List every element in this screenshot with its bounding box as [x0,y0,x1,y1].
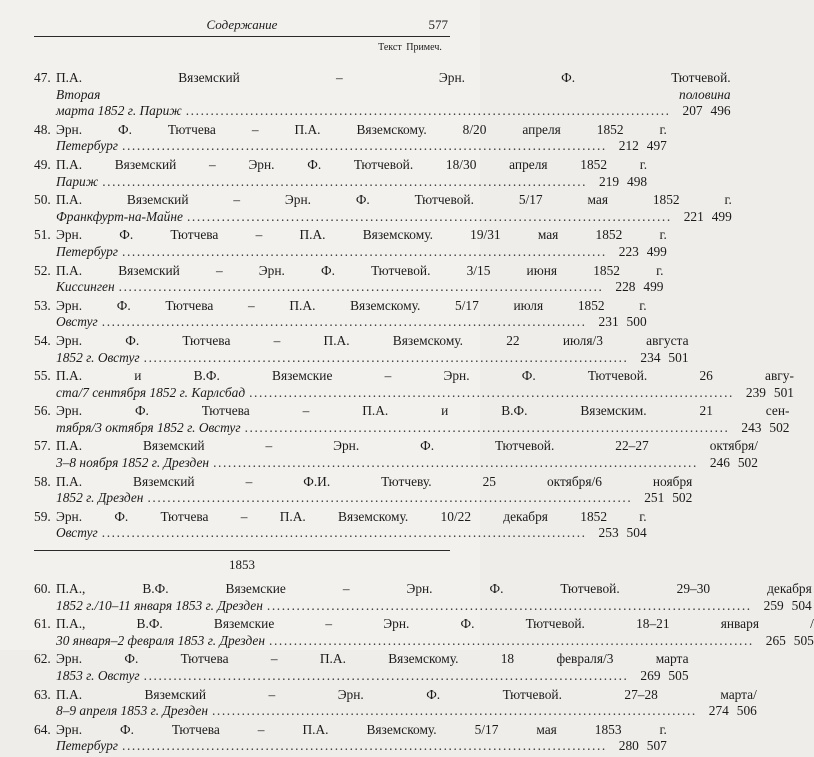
entry-text: Петербург [56,738,118,754]
column-header-text: Текст [378,42,402,53]
entry-body [56,298,647,331]
entry-pages [591,525,647,542]
entry-text: Киссинген [56,279,115,295]
entry-body [56,474,692,507]
entry-pages [633,350,689,367]
page-title: Содержание [206,17,278,32]
entry-text: П.А. Вяземский – Эрн. Ф. Тютчевой. 5/17 мая 1852 г. [56,192,732,208]
entry-line [56,722,667,739]
entry-line [56,598,812,615]
entry-pages [608,279,664,296]
text-page-number: 223 [618,243,639,259]
entry-number: 61. [34,616,51,632]
entry-text: 1852 г./10–11 января 1853 г. Дрезден [56,597,263,613]
entry-body [56,368,794,401]
toc-entry [34,227,667,260]
toc-entry [34,368,794,401]
entry-pages [611,738,667,755]
note-page-number: 496 [710,103,731,119]
entry-text: П.А. Вяземский – Эрн. Ф. Тютчевой. [56,70,731,85]
entry-line [56,490,692,507]
page-number: 577 [428,17,448,32]
note-page-number: 501 [668,349,689,365]
entry-number: 59. [34,508,51,524]
entry-pages [675,103,731,120]
text-page-number: 234 [640,349,661,365]
entry-line [56,420,789,437]
entry-line [56,263,664,280]
entry-number: 50. [34,192,51,208]
entry-text: Эрн. Ф. Тютчева – П.А. Вяземскому. 5/17 мая 1853 г. [56,721,667,737]
leader-dots: .................................................................................................. [122,738,607,754]
toc-entry [34,192,732,225]
entry-line [56,103,731,120]
entry-pages [756,598,812,615]
entry-line [56,350,689,367]
entry-line [56,455,758,472]
leader-dots: .................................................................................................. [185,103,671,119]
entry-text: 1853 г. Овстуг [56,668,140,683]
toc-group-1853 [34,581,814,755]
entry-line [56,703,757,720]
entry-pages [676,209,732,226]
entry-text: Овстуг [56,314,98,330]
entry-text: ста/7 сентября 1852 г. Карлсбад [56,384,246,400]
entry-number: 48. [34,121,51,137]
entry-text: тября/3 октября 1852 г. Овстуг [56,419,241,435]
text-page-number: 259 [763,597,784,613]
toc-entry [34,438,758,471]
entry-text: П.А., В.Ф. Вяземские – Эрн. Ф. Тютчевой. 18–21 января / [56,616,814,632]
leader-dots: .................................................................................................. [147,490,633,506]
note-page-number: 500 [626,314,647,330]
text-page-number: 239 [745,384,766,400]
entry-pages [591,174,647,191]
entry-body [56,403,789,436]
entry-line [56,385,794,402]
entry-text: Франкфурт-на-Майне [56,208,183,224]
entry-text: Петербург [56,243,118,259]
entry-line [56,87,731,104]
entry-body [56,333,689,366]
entry-text: Эрн. Ф. Тютчева – П.А. Вяземскому. 5/17 июля 1852 г. [56,297,647,313]
entry-text: Эрн. Ф. Тютчева – П.А. Вяземскому. 10/22 декабря 1852 г. [56,508,647,524]
entry-text: П.А. Вяземский – Эрн. Ф. Тютчевой. 22–27 октября/ [56,438,758,454]
entry-line [56,209,732,226]
leader-dots: .................................................................................................. [211,703,697,719]
note-page-number: 499 [711,208,732,224]
entry-line [56,509,647,526]
entry-line [56,138,667,155]
note-page-number: 498 [627,173,648,189]
leader-dots: .................................................................................................. [118,279,604,295]
entry-line [56,70,731,87]
entry-body [56,227,667,260]
entry-line [56,157,647,174]
entry-line [56,244,667,261]
entry-line [56,581,812,598]
toc-entries [34,70,814,757]
entry-line [56,333,689,350]
entry-body [56,651,689,684]
note-page-number: 499 [646,243,667,259]
entry-line [56,474,692,491]
entry-number: 64. [34,721,51,737]
entry-text: Эрн. Ф. Тютчева – П.А. Вяземскому. 18 февраля/3 марта [56,651,689,667]
column-headers [370,42,450,54]
entry-text: 30 января–2 февраля 1853 г. Дрезден [56,632,265,648]
note-page-number: 502 [737,455,758,471]
note-page-number: 502 [672,490,693,506]
leader-dots: .................................................................................................. [122,243,607,259]
leader-dots: .................................................................................................. [143,668,629,683]
entry-text: Эрн. Ф. Тютчева – П.А. и В.Ф. Вяземским. 21 сен- [56,403,790,419]
entry-text: Петербург [56,138,118,154]
toc-entry [34,297,647,331]
entry-body [56,192,732,225]
leader-dots: .................................................................................................. [249,384,734,400]
entry-body [56,438,758,471]
entry-pages [758,633,814,650]
entry-line [56,122,667,139]
entry-pages [633,668,689,685]
toc-entry [34,581,812,614]
entry-text: П.А., В.Ф. Вяземские – Эрн. Ф. Тютчевой. 29–30 декабря [56,581,812,597]
leader-dots: .................................................................................................. [101,525,587,541]
note-page-number: 504 [626,525,647,541]
toc-entry [34,121,667,155]
note-page-number: 507 [646,738,667,754]
toc-entry [34,403,790,436]
text-page-number: 253 [598,525,619,541]
entry-pages [611,244,667,261]
leader-dots: .................................................................................................. [122,138,607,154]
entry-text: 1852 г. Овстуг [56,349,140,365]
entry-number: 56. [34,403,51,419]
leader-dots: .................................................................................................. [186,208,672,224]
entry-text: марта 1852 г. Париж [56,103,182,119]
text-page-number: 269 [640,668,661,683]
leader-dots: .................................................................................................. [143,349,629,365]
leader-dots: .................................................................................................. [244,419,730,435]
note-page-number: 504 [791,597,812,613]
entry-text: Эрн. Ф. Тютчева – П.А. Вяземскому. 22 июля/3 августа [56,332,689,348]
entry-pages [701,703,757,720]
entry-number: 63. [34,686,51,702]
leader-dots: .................................................................................................. [266,597,752,613]
entry-text: 1852 г. Дрезден [56,490,144,506]
entry-text: П.А. Вяземский – Эрн. Ф. Тютчевой. 3/15 июня 1852 г. [56,262,664,278]
entry-line [56,633,814,650]
year-heading: 1853 [34,550,450,573]
entry-body [56,122,667,155]
entry-number: 49. [34,156,51,172]
entry-number: 52. [34,262,51,278]
leader-dots: .................................................................................................. [101,314,587,330]
entry-line [56,525,647,542]
note-page-number: 505 [793,632,814,648]
text-page-number: 231 [598,314,619,330]
entry-body [56,687,757,720]
entry-number: 53. [34,297,51,313]
note-page-number: 497 [646,138,667,154]
toc-entry [34,262,664,296]
entry-text: Эрн. Ф. Тютчева – П.А. Вяземскому. 8/20 апреля 1852 г. [56,121,667,137]
entry-body [56,157,647,190]
text-page-number: 274 [708,703,729,719]
toc-entry [34,616,814,649]
text-page-number: 243 [741,419,762,435]
entry-text: П.А. Вяземский – Ф.И. Тютчеву. 25 октября/6 ноября [56,473,693,489]
entry-body [56,722,667,755]
entry-pages [702,455,758,472]
entry-body [56,70,731,120]
entry-line [56,438,758,455]
entry-line [56,616,814,633]
entry-pages [636,490,692,507]
entry-text: Овстуг [56,525,98,541]
entry-line [56,687,757,704]
note-page-number: 499 [643,279,664,295]
entry-line [56,174,647,191]
entry-pages [591,314,647,331]
entry-number: 62. [34,651,51,667]
entry-line [56,368,794,385]
entry-number: 55. [34,368,51,384]
entry-pages [733,420,789,437]
toc-entry [34,332,689,366]
toc-entry [34,686,757,720]
entry-line [56,192,732,209]
entry-text: П.А. Вяземский – Эрн. Ф. Тютчевой. 27–28 марта/ [56,686,757,702]
entry-text: 3–8 ноября 1852 г. Дрезден [56,455,210,471]
entry-number: 51. [34,227,51,243]
running-head [34,14,450,37]
entry-body [56,581,812,614]
entry-number: 57. [34,438,51,454]
text-page-number: 228 [615,279,636,295]
entry-text: П.А. и В.Ф. Вяземские – Эрн. Ф. Тютчевой. 26 авгу- [56,368,794,384]
entry-text: П.А. Вяземский – Эрн. Ф. Тютчевой. 18/30 апреля 1852 г. [56,156,648,172]
toc-entry [34,70,731,120]
entry-line [56,738,667,755]
entry-number: 60. [34,581,51,597]
entry-line [56,298,647,315]
toc-entry [34,651,689,684]
text-page-number: 212 [618,138,639,154]
toc-entry [34,721,667,755]
entry-text: Вторая половина [56,86,731,102]
leader-dots: .................................................................................................. [213,455,698,471]
leader-dots: .................................................................................................. [269,632,754,648]
entry-number: 58. [34,473,51,489]
text-page-number: 251 [644,490,665,506]
note-page-number: 501 [773,384,794,400]
entry-pages [611,138,667,155]
text-page-number: 221 [683,208,704,224]
column-header-notes: Примеч. [406,42,442,53]
entry-text: 8–9 апреля 1853 г. Дрезден [56,703,208,719]
entry-number: 54. [34,332,51,348]
toc-group-1852 [34,70,794,542]
entry-body [56,509,647,542]
entry-line [56,227,667,244]
toc-entry [34,508,647,542]
leader-dots: .................................................................................................. [102,173,588,189]
entry-text: Париж [56,173,99,189]
entry-body [56,263,664,296]
entry-line [56,279,664,296]
toc-entry [34,156,648,190]
note-page-number: 506 [736,703,757,719]
text-page-number: 265 [765,632,786,648]
text-page-number: 219 [599,173,620,189]
entry-line [56,403,789,420]
entry-line [56,668,689,685]
text-page-number: 207 [682,103,703,119]
entry-pages [738,385,794,402]
entry-text: Эрн. Ф. Тютчева – П.А. Вяземскому. 19/31 мая 1852 г. [56,227,667,243]
note-page-number: 502 [769,419,790,435]
text-page-number: 246 [709,455,730,471]
entry-line [56,314,647,331]
entry-line [56,651,689,668]
toc-entry [34,473,693,507]
text-page-number: 280 [618,738,639,754]
note-page-number: 505 [668,668,689,683]
entry-number: 47. [34,70,51,85]
entry-body [56,616,814,649]
